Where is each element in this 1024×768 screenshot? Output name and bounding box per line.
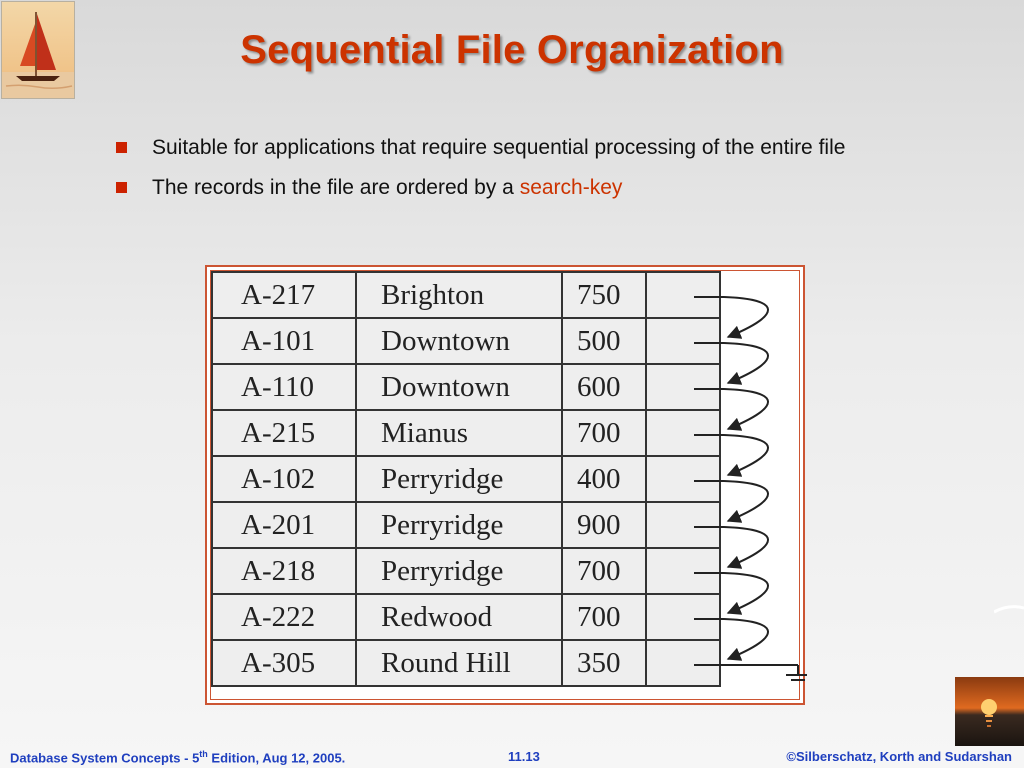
branch-name-cell: Redwood	[356, 594, 562, 640]
branch-name-cell: Mianus	[356, 410, 562, 456]
slide-title: Sequential File Organization	[240, 28, 784, 72]
account-number-cell: A-101	[212, 318, 356, 364]
bullet-item-1	[116, 133, 876, 163]
decorative-wave	[994, 604, 1024, 614]
bullet-text: Suitable for applications that require sequential processing of the entire file	[152, 136, 846, 159]
balance-cell: 900	[562, 502, 646, 548]
search-key-highlight: search-key	[519, 176, 623, 199]
sunset-image	[955, 677, 1024, 746]
sequential-file-figure	[205, 265, 805, 705]
null-pointer-icon	[724, 665, 807, 680]
account-number-cell: A-305	[212, 640, 356, 686]
account-number-cell: A-201	[212, 502, 356, 548]
branch-name-cell: Round Hill	[356, 640, 562, 686]
footer-left-pre: Database System Concepts - 5	[10, 750, 200, 766]
account-number-cell: A-110	[212, 364, 356, 410]
balance-cell: 700	[562, 548, 646, 594]
account-number-cell: A-218	[212, 548, 356, 594]
next-record-arrow	[724, 297, 768, 337]
account-number-cell: A-222	[212, 594, 356, 640]
next-record-arrow	[724, 389, 768, 429]
next-record-arrow	[724, 573, 768, 613]
next-record-arrow	[724, 481, 768, 521]
bullet-text: The records in the file are ordered by a	[152, 176, 520, 199]
balance-cell: 750	[562, 272, 646, 318]
footer-left-sup: th	[199, 749, 208, 759]
branch-name-cell: Downtown	[356, 364, 562, 410]
sunset-icon	[955, 677, 1024, 746]
next-record-arrow	[724, 435, 768, 475]
account-number-cell: A-102	[212, 456, 356, 502]
balance-cell: 700	[562, 594, 646, 640]
branch-name-cell: Brighton	[356, 272, 562, 318]
balance-cell: 350	[562, 640, 646, 686]
footer-left-post: Edition, Aug 12, 2005.	[207, 750, 346, 766]
balance-cell: 500	[562, 318, 646, 364]
bullet-list	[116, 133, 876, 213]
branch-name-cell: Perryridge	[356, 456, 562, 502]
balance-cell: 700	[562, 410, 646, 456]
bullet-item-2	[116, 173, 876, 203]
branch-name-cell: Perryridge	[356, 548, 562, 594]
branch-name-cell: Downtown	[356, 318, 562, 364]
pointer-arrows	[207, 267, 807, 707]
footer-slide-number: 11.13	[508, 749, 540, 764]
footer-copyright: ©Silberschatz, Korth and Sudarshan	[786, 749, 1012, 764]
account-number-cell: A-217	[212, 272, 356, 318]
slide-footer	[0, 746, 1024, 768]
branch-name-cell: Perryridge	[356, 502, 562, 548]
square-bullet-icon	[116, 182, 127, 193]
next-record-arrow	[724, 619, 768, 659]
next-record-arrow	[724, 343, 768, 383]
account-number-cell: A-215	[212, 410, 356, 456]
balance-cell: 400	[562, 456, 646, 502]
square-bullet-icon	[116, 142, 127, 153]
footer-left	[10, 749, 345, 765]
next-record-arrow	[724, 527, 768, 567]
balance-cell: 600	[562, 364, 646, 410]
